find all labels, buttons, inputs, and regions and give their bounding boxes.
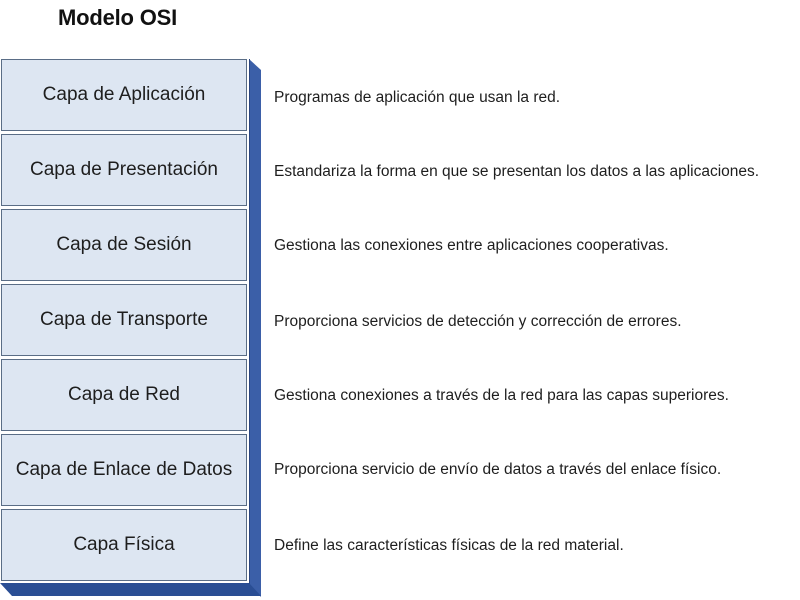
layer-description-presentation: Estandariza la forma en que se presentan los datos a las aplicaciones. — [274, 163, 760, 180]
stack-side-face — [249, 59, 261, 597]
layer-box-application: Capa de Aplicación — [1, 59, 247, 131]
osi-layer-stack — [0, 59, 262, 599]
layer-box-data-link: Capa de Enlace de Datos — [1, 434, 247, 506]
layer-description-physical: Define las características físicas de la red material. — [274, 537, 624, 554]
diagram-title: Modelo OSI — [58, 5, 178, 30]
layer-description-session: Gestiona las conexiones entre aplicaciones cooperativas. — [274, 237, 669, 254]
layer-description-data-link: Proporciona servicio de envío de datos a través del enlace físico. — [274, 461, 722, 478]
layer-box-session: Capa de Sesión — [1, 209, 247, 281]
stack-bottom-face — [0, 583, 262, 599]
layer-description-application: Programas de aplicación que usan la red. — [274, 89, 561, 106]
layer-box-physical: Capa Física — [1, 509, 247, 581]
layer-description-network: Gestiona conexiones a través de la red para las capas superiores. — [274, 387, 729, 404]
layer-box-transport: Capa de Transporte — [1, 284, 247, 356]
layer-box-presentation: Capa de Presentación — [1, 134, 247, 206]
layer-description-transport: Proporciona servicios de detección y corrección de errores. — [274, 313, 682, 330]
layer-box-network: Capa de Red — [1, 359, 247, 431]
